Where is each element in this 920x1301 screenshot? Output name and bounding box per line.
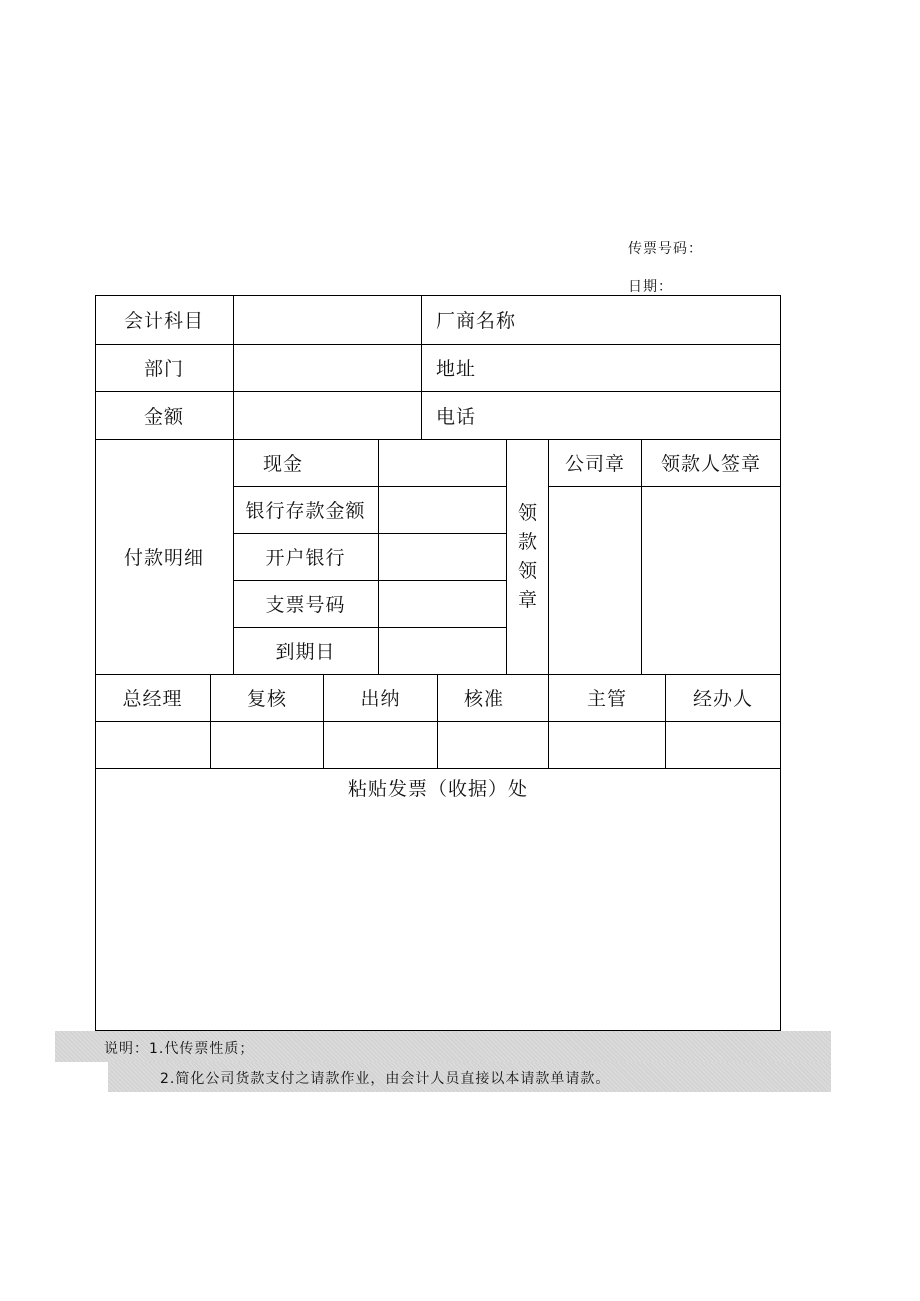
due-date-label: 到期日 <box>275 641 336 663</box>
payment-details-label: 付款明细 <box>123 547 204 569</box>
amount-label: 金额 <box>143 405 184 428</box>
cashier-label: 出纳 <box>360 688 401 710</box>
accounting-subject-value[interactable] <box>234 295 421 344</box>
amount-value[interactable] <box>234 391 421 439</box>
invoice-paste-area-label: 粘贴发票（收据）处 <box>347 778 528 800</box>
seal-char: 领 <box>517 560 537 582</box>
grid-line <box>95 768 781 769</box>
phone-label: 电话 <box>436 405 477 428</box>
accounting-subject-label: 会计科目 <box>123 310 204 332</box>
payee-seal-vertical-label <box>507 499 548 615</box>
general-manager-label: 总经理 <box>122 688 183 710</box>
supervisor-label: 主管 <box>586 688 627 710</box>
department-value[interactable] <box>234 344 421 391</box>
seal-char: 款 <box>517 531 537 553</box>
approve-sign[interactable] <box>438 722 548 768</box>
review-sign[interactable] <box>211 722 323 768</box>
approve-label: 核准 <box>463 688 504 710</box>
note-line-2: 2.简化公司货款支付之请款作业，由会计人员直接以本请款单请款。 <box>160 1071 611 1087</box>
vendor-name-label: 厂商名称 <box>436 310 517 332</box>
check-number-value[interactable] <box>379 580 506 627</box>
grid-line <box>780 295 781 1031</box>
date-label: 日期： <box>628 279 673 295</box>
bank-deposit-amount-label: 银行存款金额 <box>245 500 366 522</box>
payee-signature-label: 领款人签章 <box>660 453 761 475</box>
payee-signature-area[interactable] <box>642 487 780 674</box>
cash-value[interactable] <box>379 439 506 486</box>
general-manager-sign[interactable] <box>95 722 210 768</box>
department-label: 部门 <box>143 358 184 380</box>
fax-number-label: 传票号码： <box>628 241 703 257</box>
due-date-value[interactable] <box>379 627 506 674</box>
company-seal-label: 公司章 <box>564 453 625 475</box>
supervisor-sign[interactable] <box>549 722 665 768</box>
payment-request-form <box>95 295 781 1031</box>
opening-bank-label: 开户银行 <box>265 547 346 569</box>
review-label: 复核 <box>246 688 287 710</box>
check-number-label: 支票号码 <box>265 594 346 616</box>
seal-char: 领 <box>517 502 537 524</box>
address-label: 地址 <box>436 358 477 380</box>
opening-bank-value[interactable] <box>379 533 506 580</box>
note-line-1: 说明：1.代传票性质； <box>104 1041 255 1057</box>
cash-label: 现金 <box>262 453 303 475</box>
seal-char: 章 <box>517 589 537 611</box>
handler-label: 经办人 <box>692 688 753 710</box>
bank-deposit-amount-value[interactable] <box>379 486 506 533</box>
handler-sign[interactable] <box>666 722 780 768</box>
company-seal-area[interactable] <box>549 487 641 674</box>
cashier-sign[interactable] <box>324 722 437 768</box>
